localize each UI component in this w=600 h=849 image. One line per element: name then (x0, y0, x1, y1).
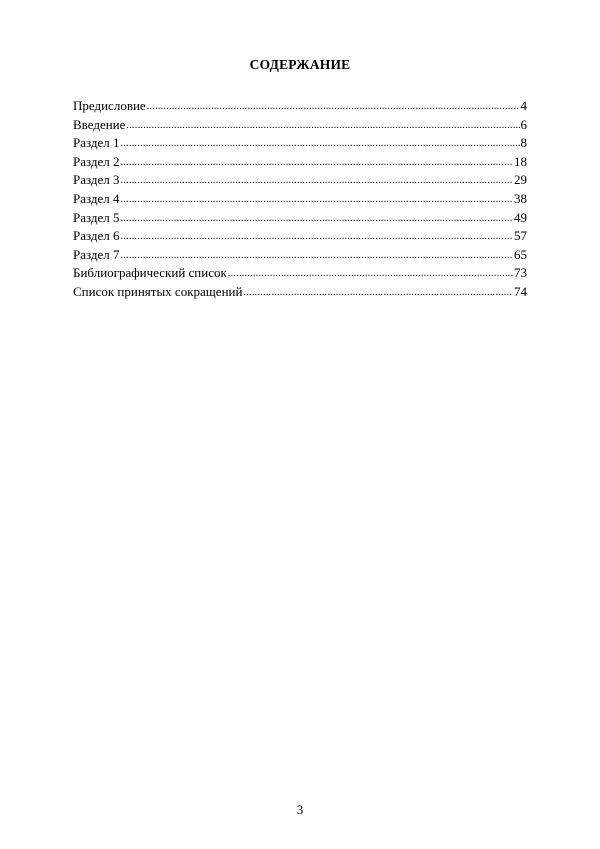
toc-entry-page: 8 (520, 135, 527, 151)
dot-leader (121, 228, 513, 247)
toc-entry-title: Список принятых сокращений (73, 283, 243, 299)
dot-leader (121, 135, 520, 154)
toc-entry-page: 38 (514, 190, 527, 206)
toc-entry-title: Раздел 5 (73, 209, 120, 225)
toc-entry-section-4[interactable] (73, 190, 527, 209)
toc-entry-section-3[interactable] (73, 171, 527, 190)
dot-leader (243, 284, 513, 303)
toc-entry-page: 4 (520, 98, 527, 113)
toc-entry-page: 49 (514, 209, 527, 225)
toc-entry-title: Раздел 4 (73, 190, 120, 206)
toc-entry-section-5[interactable] (73, 209, 527, 228)
toc-entry-preface[interactable] (73, 97, 527, 116)
dot-leader (121, 247, 513, 266)
toc-entry-title: Предисловие (73, 98, 146, 113)
toc-entry-page: 65 (514, 246, 527, 262)
page-number: 3 (296, 802, 304, 817)
page-title: СОДЕРЖАНИЕ (249, 57, 351, 72)
toc-entry-bibliography[interactable] (73, 264, 527, 283)
toc-entry-page: 6 (520, 116, 527, 132)
table-of-contents (73, 97, 527, 302)
toc-entry-section-1[interactable] (73, 134, 527, 153)
toc-entry-section-2[interactable] (73, 153, 527, 172)
toc-entry-page: 73 (514, 265, 527, 281)
toc-entry-abbreviations[interactable] (73, 283, 527, 302)
toc-entry-title: Введение (73, 116, 126, 132)
toc-entry-page: 57 (514, 228, 527, 244)
dot-leader (121, 191, 513, 210)
toc-entry-page: 74 (514, 283, 527, 299)
dot-leader (121, 172, 513, 191)
toc-entry-title: Раздел 3 (73, 172, 120, 188)
toc-entry-section-7[interactable] (73, 246, 527, 265)
toc-entry-title: Раздел 6 (73, 228, 120, 244)
toc-entry-page: 29 (514, 172, 527, 188)
toc-entry-title: Раздел 7 (73, 246, 120, 262)
toc-entry-title: Раздел 2 (73, 153, 120, 169)
toc-entry-title: Библиографический список (73, 265, 227, 281)
dot-leader (228, 265, 513, 284)
dot-leader (147, 98, 520, 117)
toc-entry-page: 18 (514, 153, 527, 169)
toc-entry-section-6[interactable] (73, 227, 527, 246)
dot-leader (126, 117, 519, 136)
dot-leader (121, 210, 513, 229)
toc-entry-introduction[interactable] (73, 116, 527, 135)
toc-entry-title: Раздел 1 (73, 135, 120, 151)
dot-leader (121, 154, 513, 173)
